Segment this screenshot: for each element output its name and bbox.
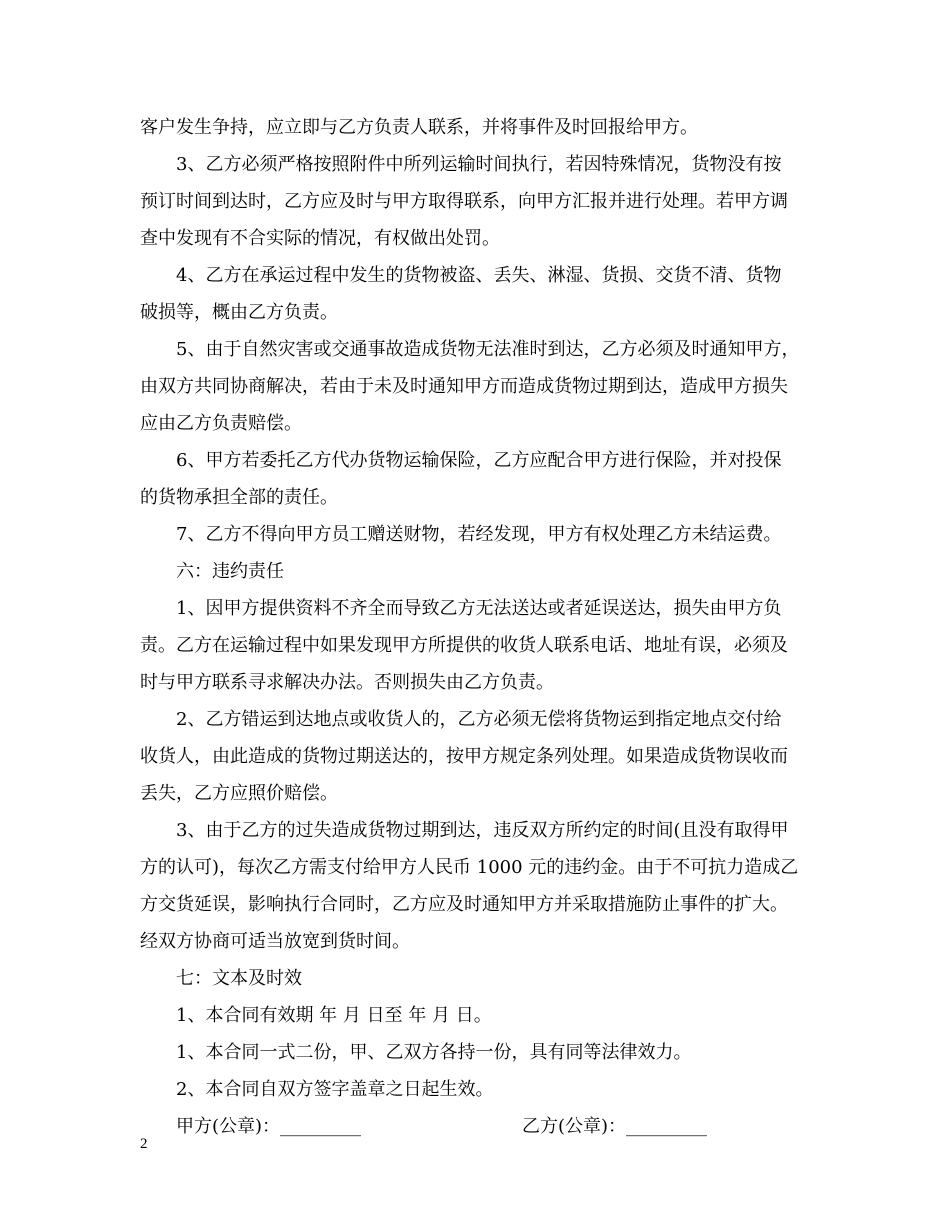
paragraph-line: 应由乙方负责赔偿。	[140, 413, 302, 434]
paragraph-line: 责。乙方在运输过程中如果发现甲方所提供的收货人联系电话、地址有误，必须及	[140, 635, 788, 656]
paragraph-line: 丢失，乙方应照价赔偿。	[140, 783, 338, 804]
paragraph-line: 1、本合同有效期 年 月 日至 年 月 日。	[176, 1005, 492, 1026]
paragraph-line: 收货人，由此造成的货物过期送达的，按甲方规定条列处理。如果造成货物误收而	[140, 746, 788, 767]
party-b-seal: 乙方(公章)：_________	[522, 1116, 708, 1137]
paragraph-line: 破损等，概由乙方负责。	[140, 302, 338, 323]
section-heading: 七：文本及时效	[176, 968, 302, 989]
paragraph-line: 6、甲方若委托乙方代办货物运输保险，乙方应配合甲方进行保险，并对投保	[176, 450, 782, 471]
paragraph-line: 方的认可)，每次乙方需支付给甲方人民币 1000 元的违约金。由于不可抗力造成乙	[140, 857, 799, 878]
paragraph-line: 7、乙方不得向甲方员工赠送财物，若经发现，甲方有权处理乙方未结运费。	[176, 524, 782, 545]
paragraph-line: 的货物承担全部的责任。	[140, 487, 338, 508]
paragraph-line: 4、乙方在承运过程中发生的货物被盗、丢失、淋湿、货损、交货不清、货物	[176, 265, 782, 286]
paragraph-line: 3、由于乙方的过失造成货物过期到达，违反双方所约定的时间(且没有取得甲	[176, 820, 789, 841]
paragraph-line: 经双方协商可适当放宽到货时间。	[140, 931, 410, 952]
paragraph-line: 2、乙方错运到达地点或收货人的，乙方必须无偿将货物运到指定地点交付给	[176, 709, 782, 730]
paragraph-line: 5、由于自然灾害或交通事故造成货物无法准时到达，乙方必须及时通知甲方，	[176, 339, 800, 360]
paragraph-line: 由双方共同协商解决，若由于未及时通知甲方而造成货物过期到达，造成甲方损失	[140, 376, 788, 397]
paragraph-line: 1、本合同一式二份，甲、乙双方各持一份，具有同等法律效力。	[176, 1042, 692, 1063]
paragraph-line: 预订时间到达时，乙方应及时与甲方取得联系，向甲方汇报并进行处理。若甲方调	[140, 191, 788, 212]
paragraph-line: 客户发生争持，应立即与乙方负责人联系，并将事件及时回报给甲方。	[140, 117, 698, 138]
section-heading: 六：违约责任	[176, 561, 284, 582]
paragraph-line: 1、因甲方提供资料不齐全而导致乙方无法送达或者延误送达，损失由甲方负	[176, 598, 782, 619]
paragraph-line: 查中发现有不合实际的情况，有权做出处罚。	[140, 228, 500, 249]
paragraph-line: 3、乙方必须严格按照附件中所列运输时间执行，若因特殊情况，货物没有按	[176, 154, 782, 175]
paragraph-line: 时与甲方联系寻求解决办法。否则损失由乙方负责。	[140, 672, 554, 693]
page-number: 2	[140, 1136, 148, 1152]
party-a-seal: 甲方(公章)：_________	[176, 1116, 362, 1137]
paragraph-line: 方交货延误，影响执行合同时，乙方应及时通知甲方并采取措施防止事件的扩大。	[140, 894, 788, 915]
paragraph-line: 2、本合同自双方签字盖章之日起生效。	[176, 1079, 494, 1100]
